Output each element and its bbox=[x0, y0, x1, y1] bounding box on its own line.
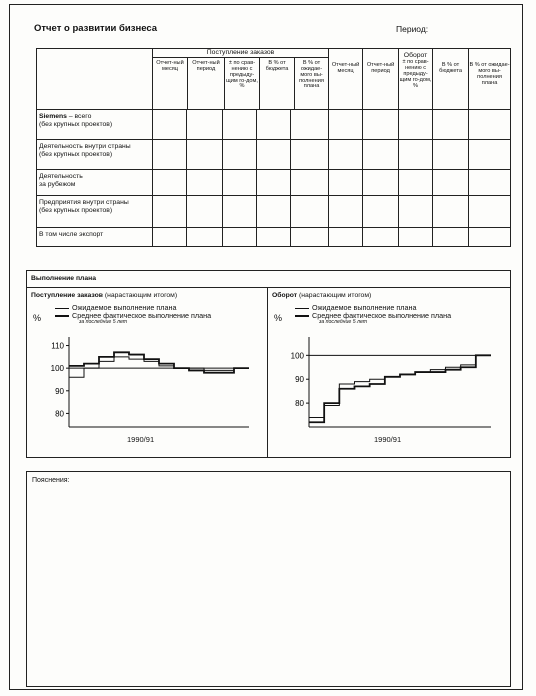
table-cell[interactable] bbox=[469, 110, 511, 140]
row-label-bold: Siemens bbox=[39, 113, 67, 120]
business-report-table bbox=[36, 48, 511, 247]
y-tick-label: 80 bbox=[295, 399, 304, 409]
row-label-sub: (без крупных проектов) bbox=[39, 150, 113, 158]
table-cell[interactable] bbox=[257, 110, 291, 140]
table-cell[interactable] bbox=[469, 170, 511, 196]
table-cell[interactable] bbox=[291, 110, 329, 140]
table-cell[interactable] bbox=[153, 140, 187, 170]
table-cell[interactable] bbox=[433, 140, 469, 170]
row-label bbox=[37, 110, 153, 140]
table-cell[interactable] bbox=[363, 140, 399, 170]
table-cell[interactable] bbox=[363, 196, 399, 228]
col-header: В % от ожидае-мого вы-полнения плана bbox=[469, 49, 511, 110]
table-cell[interactable] bbox=[153, 228, 187, 247]
row-label bbox=[37, 228, 153, 247]
col-header: Отчет-ный период bbox=[363, 49, 399, 110]
table-cell[interactable] bbox=[257, 140, 291, 170]
col-header: В % от ожидае-мого вы-полнения плана bbox=[299, 60, 324, 90]
table-cell[interactable] bbox=[291, 140, 329, 170]
legend-expected-label: Ожидаемое выполнение плана bbox=[72, 303, 177, 312]
form-page bbox=[9, 4, 523, 690]
divider bbox=[267, 287, 268, 457]
y-tick-label: 80 bbox=[55, 409, 64, 419]
table-cell[interactable] bbox=[153, 196, 187, 228]
orders-percent-label: % bbox=[33, 313, 42, 323]
table-cell[interactable] bbox=[187, 228, 223, 247]
y-tick-label: 90 bbox=[295, 375, 304, 385]
table-cell[interactable] bbox=[223, 196, 257, 228]
row-label-sub: за рубежом bbox=[39, 180, 76, 188]
table-cell[interactable] bbox=[187, 196, 223, 228]
table-cell[interactable] bbox=[363, 110, 399, 140]
legend-note: за последние 5 лет bbox=[319, 318, 368, 325]
table-cell[interactable] bbox=[187, 110, 223, 140]
table-cell[interactable] bbox=[399, 140, 433, 170]
row-label-text: Деятельность bbox=[39, 173, 83, 180]
legend-expected-label: Ожидаемое выполнение плана bbox=[312, 303, 417, 312]
table-cell[interactable] bbox=[329, 170, 363, 196]
series-expected-line bbox=[309, 355, 491, 417]
table-cell[interactable] bbox=[399, 110, 433, 140]
turnover-legend bbox=[295, 304, 451, 325]
table-cell[interactable] bbox=[153, 170, 187, 196]
table-cell[interactable] bbox=[291, 196, 329, 228]
row-label-text: Деятельность внутри страны bbox=[39, 143, 131, 150]
orders-group-label: Поступление заказов bbox=[153, 49, 328, 58]
table-cell[interactable] bbox=[223, 140, 257, 170]
table-cell[interactable] bbox=[329, 228, 363, 247]
orders-group-header bbox=[153, 49, 329, 110]
table-cell[interactable] bbox=[291, 228, 329, 247]
table-cell[interactable] bbox=[329, 196, 363, 228]
plan-section-title: Выполнение плана bbox=[31, 275, 97, 282]
table-cell[interactable] bbox=[469, 140, 511, 170]
row-label bbox=[37, 170, 153, 196]
row-label-text: Предприятия внутри страны bbox=[39, 199, 129, 206]
table-cell[interactable] bbox=[187, 140, 223, 170]
table-cell[interactable] bbox=[329, 110, 363, 140]
row-label-sub: (без крупных проектов) bbox=[39, 120, 113, 128]
turnover-percent-label: % bbox=[274, 313, 283, 323]
legend-note: за последние 5 лет bbox=[79, 318, 128, 325]
table-cell[interactable] bbox=[433, 196, 469, 228]
header-corner bbox=[37, 49, 153, 110]
table-cell[interactable] bbox=[223, 228, 257, 247]
table-cell[interactable] bbox=[223, 170, 257, 196]
table-cell[interactable] bbox=[291, 170, 329, 196]
turnover-group-label: Оборот bbox=[403, 52, 428, 59]
turnover-x-label: 1990/91 bbox=[374, 435, 402, 444]
table-cell[interactable] bbox=[399, 196, 433, 228]
table-row bbox=[37, 228, 511, 247]
legend-actual-label: Среднее фактическое выполнение плана bbox=[312, 310, 452, 320]
legend-actual-label: Среднее фактическое выполнение плана bbox=[72, 310, 212, 320]
row-label-text: В том числе экспорт bbox=[39, 231, 104, 238]
orders-x-label: 1990/91 bbox=[127, 435, 155, 444]
row-label-text: – всего bbox=[66, 113, 92, 120]
notes-box[interactable] bbox=[26, 471, 511, 687]
plan-section bbox=[26, 270, 511, 458]
table-cell[interactable] bbox=[363, 170, 399, 196]
table-cell[interactable] bbox=[469, 228, 511, 247]
table-cell[interactable] bbox=[433, 170, 469, 196]
col-header: ± по срав-нению с предыду-щим го-дом, % bbox=[225, 58, 260, 109]
period-label: Период: bbox=[396, 24, 429, 34]
row-label-sub: (без крупных проектов) bbox=[39, 206, 113, 214]
y-tick-label: 90 bbox=[55, 386, 64, 396]
table-cell[interactable] bbox=[433, 228, 469, 247]
table-row bbox=[37, 110, 511, 140]
col-header: В % от бюджета bbox=[260, 58, 295, 109]
table-cell[interactable] bbox=[329, 140, 363, 170]
orders-legend bbox=[55, 304, 211, 325]
table-row bbox=[37, 170, 511, 196]
divider bbox=[27, 287, 510, 288]
table-cell[interactable] bbox=[433, 110, 469, 140]
turnover-change-header bbox=[399, 49, 433, 110]
table-cell[interactable] bbox=[257, 170, 291, 196]
orders-chart-title bbox=[31, 292, 177, 299]
col-header: В % от бюджета bbox=[433, 49, 469, 110]
col-header: ± по срав-нению с предыду-щим го-дом, % bbox=[399, 59, 432, 89]
col-header: Отчет-ный месяц bbox=[329, 49, 363, 110]
table-cell[interactable] bbox=[223, 110, 257, 140]
row-label bbox=[37, 140, 153, 170]
series-actual-line bbox=[69, 352, 249, 372]
table-cell[interactable] bbox=[153, 110, 187, 140]
col-header: Отчет-ный период bbox=[188, 58, 225, 109]
table-cell[interactable] bbox=[399, 228, 433, 247]
turnover-chart-title bbox=[272, 292, 371, 299]
notes-title: Пояснения: bbox=[32, 477, 70, 484]
table-cell[interactable] bbox=[257, 196, 291, 228]
orders-chart bbox=[31, 335, 263, 431]
turnover-chart bbox=[271, 335, 505, 431]
turnover-chart-title-rest: (нарастающим итогом) bbox=[297, 292, 372, 299]
table-header-row bbox=[37, 49, 511, 110]
form-title: Отчет о развитии бизнеса bbox=[34, 23, 158, 34]
table-cell[interactable] bbox=[399, 170, 433, 196]
table-cell[interactable] bbox=[257, 228, 291, 247]
table-cell[interactable] bbox=[469, 196, 511, 228]
row-label bbox=[37, 196, 153, 228]
orders-chart-title-rest: (нарастающим итогом) bbox=[102, 292, 178, 299]
y-tick-label: 110 bbox=[51, 341, 64, 351]
col-header: Отчет-ный месяц bbox=[153, 58, 188, 109]
table-cell[interactable] bbox=[363, 228, 399, 247]
orders-chart-title-bold: Поступление заказов bbox=[31, 292, 103, 299]
table-cell[interactable] bbox=[187, 170, 223, 196]
table-row bbox=[37, 196, 511, 228]
table-row bbox=[37, 140, 511, 170]
turnover-chart-title-bold: Оборот bbox=[272, 292, 298, 299]
y-tick-label: 100 bbox=[290, 351, 304, 361]
y-tick-label: 100 bbox=[50, 364, 64, 374]
